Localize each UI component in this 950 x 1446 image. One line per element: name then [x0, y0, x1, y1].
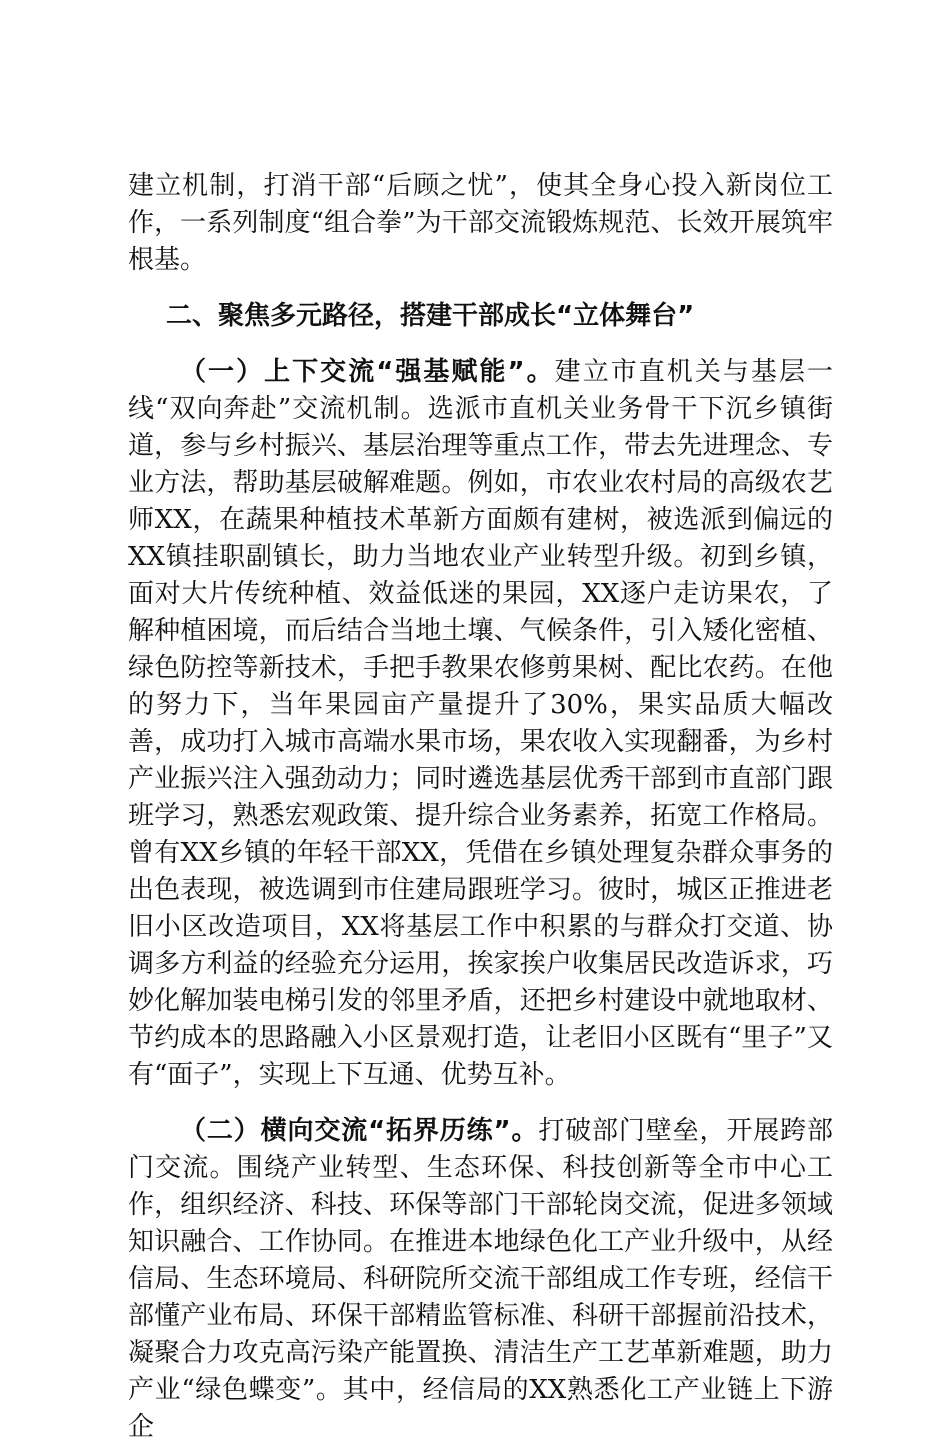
document-body	[128, 168, 833, 1446]
paragraph-lead: （二）横向交流“拓界历练”。	[180, 1116, 539, 1146]
section-heading: 二、聚焦多元路径，搭建干部成长“立体舞台”	[166, 301, 695, 331]
paragraph-horizontal-exchange	[128, 1113, 833, 1446]
paragraph-vertical-exchange	[128, 354, 833, 1094]
continuation-paragraph: 建立机制，打消干部“后顾之忧”，使其全身心投入新岗位工作，一系列制度“组合拳”为干部交流锻炼规范、长效开展筑牢根基。	[128, 171, 833, 275]
paragraph-body: 打破部门壁垒，开展跨部门交流。围绕产业转型、生态环保、科技创新等全市中心工作，组织经济、科技、环保等部门干部轮岗交流，促进多领域知识融合、工作协同。在推进本地绿色化工产业升级中，从经信局、生态环境局、科研院所交流干部组成工作专班，经信干部懂产业布局、环保干部精监管标准、科研干部握前沿技术，凝聚合力攻克高污染产能置换、清洁生产工艺革新难题，助力产业“绿色蝶变”。其中，经信局的XX熟悉化工产业链上下游企	[128, 1116, 833, 1442]
paragraph-lead: （一）上下交流“强基赋能”。	[180, 357, 555, 387]
paragraph-body: 建立市直机关与基层一线“双向奔赴”交流机制。选派市直机关业务骨干下沉乡镇街道，参与乡村振兴、基层治理等重点工作，带去先进理念、专业方法，帮助基层破解难题。例如，市农业农村局的高级农艺师XX，在蔬果种植技术革新方面颇有建树，被选派到偏远的XX镇挂职副镇长，助力当地农业产业转型升级。初到乡镇，面对大片传统种植、效益低迷的果园，XX逐户走访果农，了解种植困境，而后结合当地土壤、气候条件，引入矮化密植、绿色防控等新技术，手把手教果农修剪果树、配比农药。在他的努力下，当年果园亩产量提升了30%，果实品质大幅改善，成功打入城市高端水果市场，果农收入实现翻番，为乡村产业振兴注入强劲动力；同时遴选基层优秀干部到市直部门跟班学习，熟悉宏观政策、提升综合业务素养，拓宽工作格局。曾有XX乡镇的年轻干部XX，凭借在乡镇处理复杂群众事务的出色表现，被选调到市住建局跟班学习。彼时，城区正推进老旧小区改造项目，XX将基层工作中积累的与群众打交道、协调多方利益的经验充分运用，挨家挨户收集居民改造诉求，巧妙化解加装电梯引发的邻里矛盾，还把乡村建设中就地取材、节约成本的思路融入小区景观打造，让老旧小区既有“里子”又有“面子”，实现上下互通、优势互补。	[128, 357, 833, 1090]
